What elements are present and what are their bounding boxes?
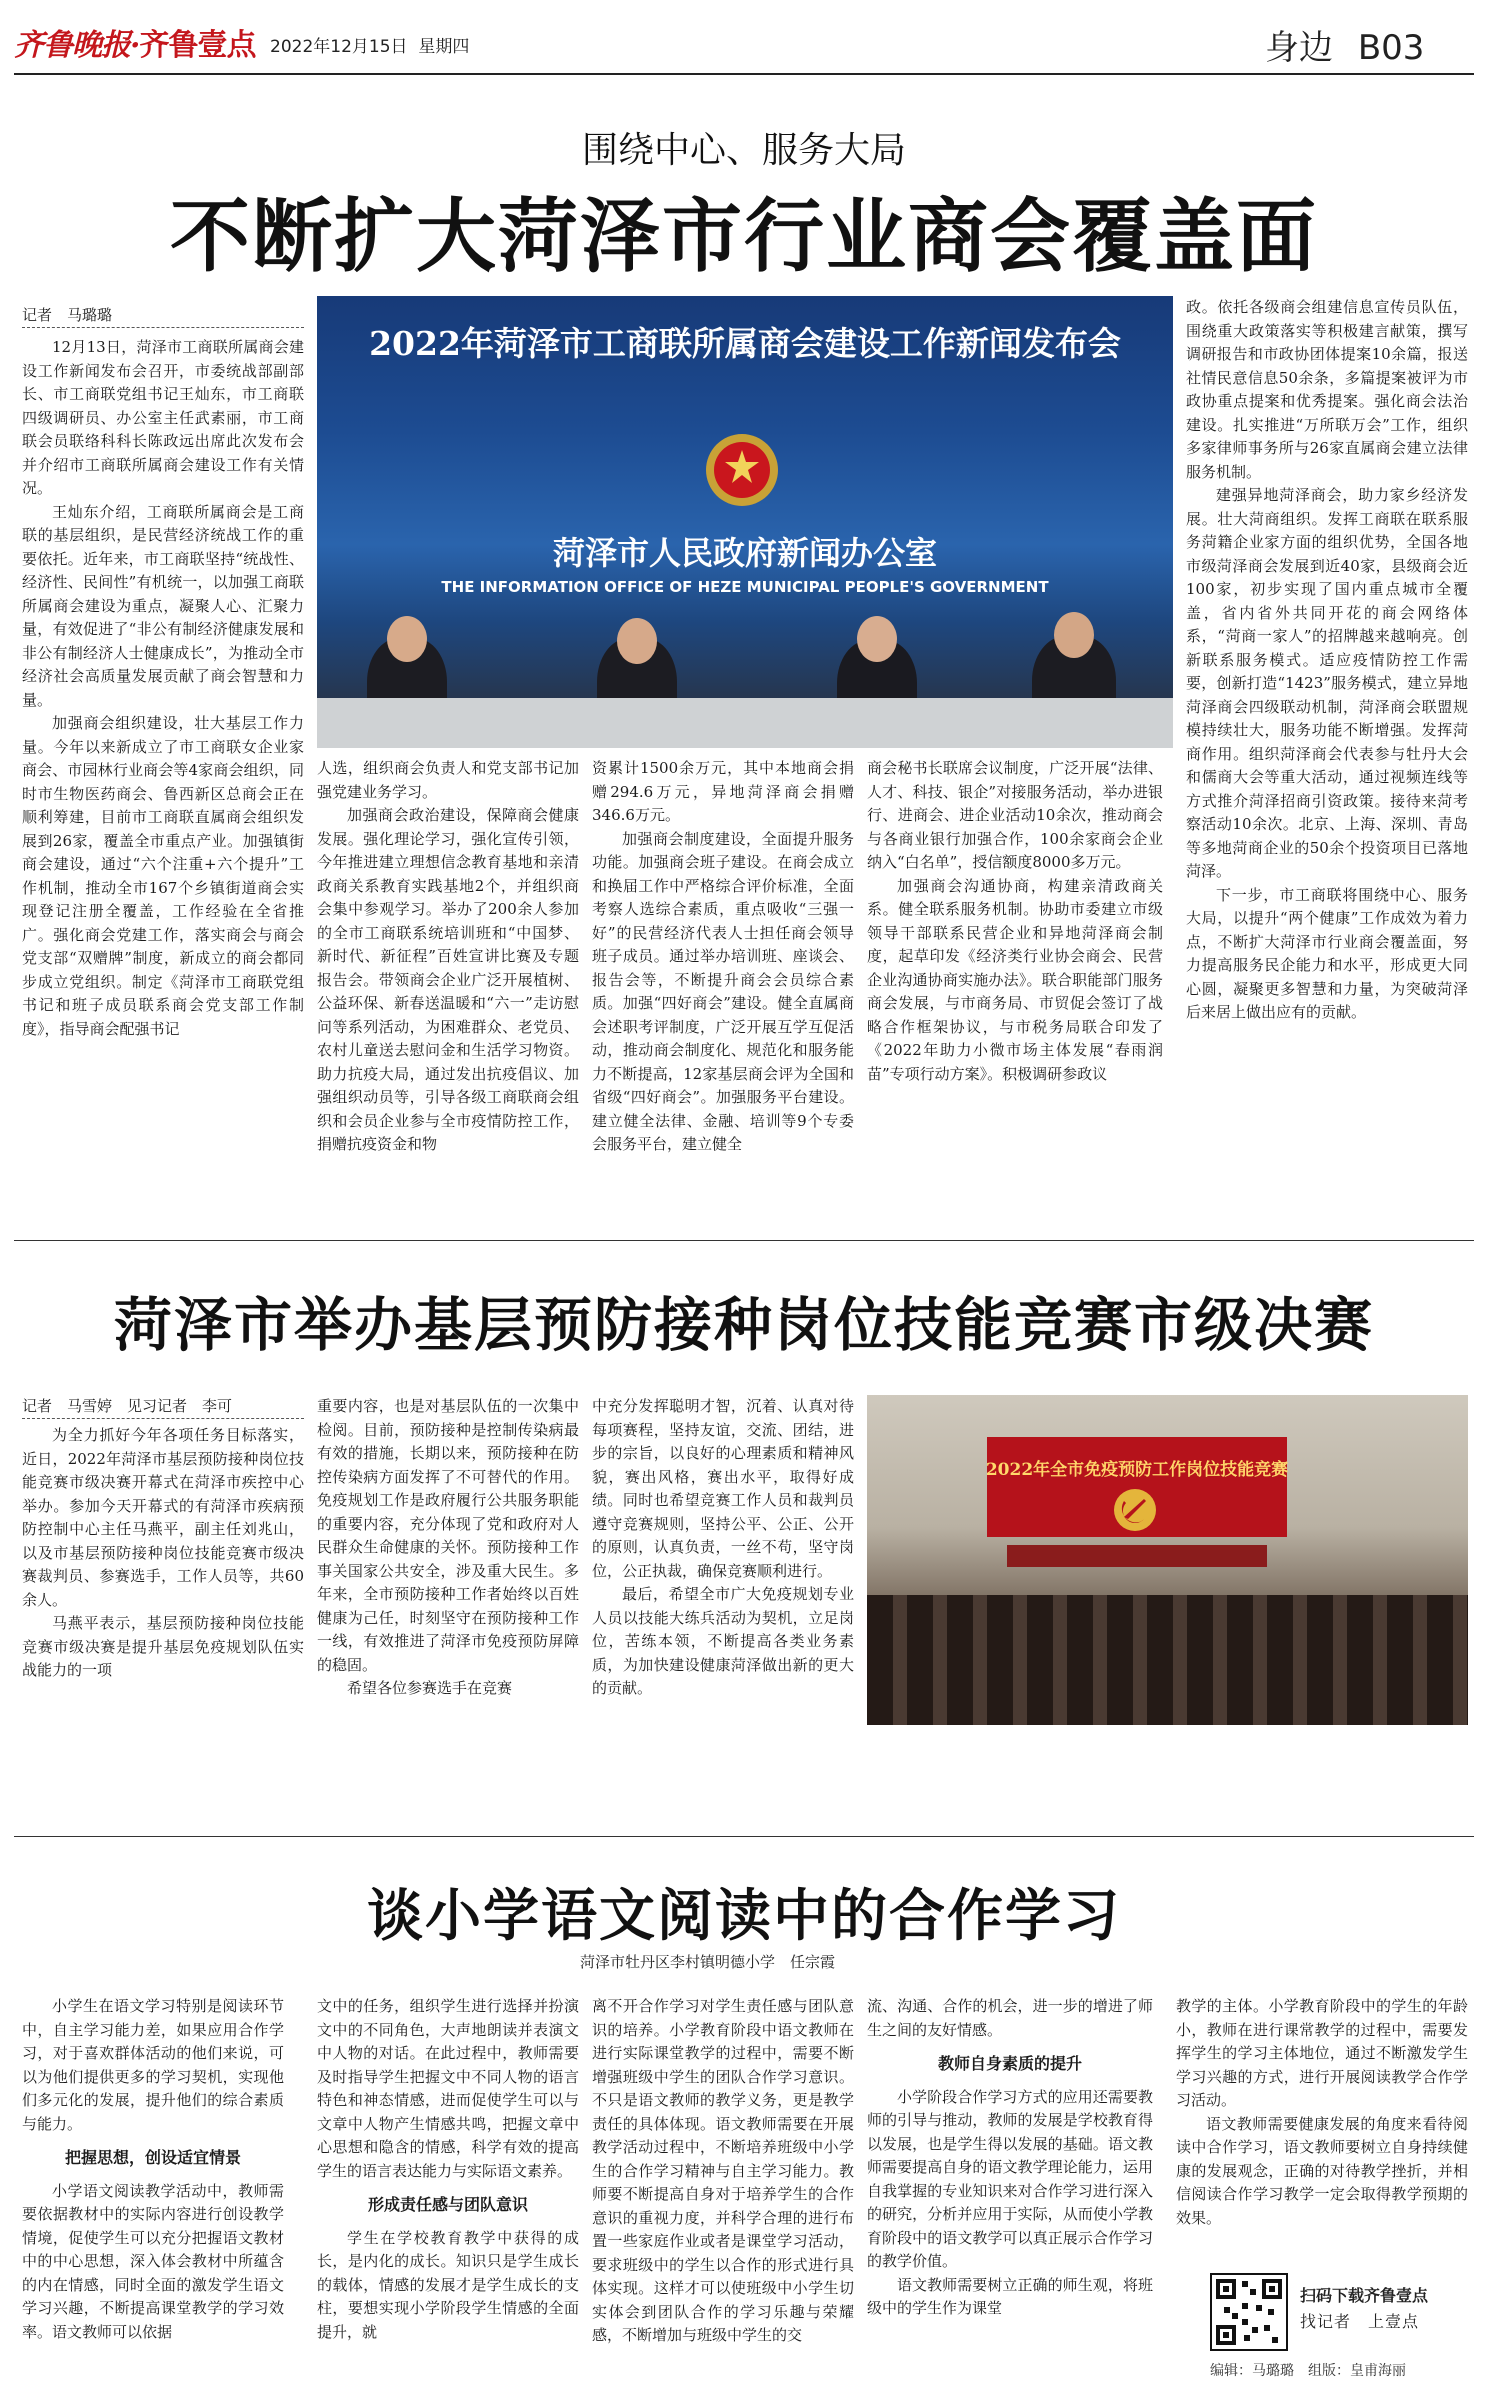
qr-line-2: 找记者 上壹点 bbox=[1300, 2312, 1420, 2331]
paragraph: 为全力抓好今年各项任务目标落实，近日，2022年菏泽市基层预防接种岗位技能竞赛市级决赛开幕式在菏泽市疾控中心举办。参加今天开幕式的有菏泽市疾病预防控制中心主任马燕平，副主任刘兆山，以及市基层预防接种岗位技能竞赛市级决赛裁判员、参赛选手，工作人员等，共60余人。 bbox=[22, 1426, 304, 1609]
header-rule bbox=[14, 73, 1474, 75]
logo-sep: · bbox=[130, 28, 140, 63]
head-table bbox=[1007, 1545, 1267, 1567]
paragraph: 语文教师需要树立正确的师生观，将班级中的学生作为课堂 bbox=[867, 2275, 1153, 2317]
paragraph: 加强商会政治建设，保障商会健康发展。强化理论学习，强化宣传引领，今年推进建立理想信念教育基地和亲清政商关系教育实践基地2个，并组织商会集中参观学习。举办了200余人参加的全市工商联系统培训班和“中国梦、新时代、新征程”百姓宣讲比赛及专题报告会。带领商会企业广泛开展植树、公益环保、新春送温暖和“六一”走访慰问等系列活动，为困难群众、老党员、农村儿童送去慰问金和生活学习物资。助力抗疫大局，通过发出抗疫倡议、加强组织动员等，引导各级工商联商会组织和会员企业参与全市疫情防控工作，捐赠抗疫资金和物 bbox=[317, 806, 579, 1153]
weekday-text: 星期四 bbox=[418, 37, 470, 57]
logo-sub: 齐鲁壹点 bbox=[139, 28, 256, 63]
article3-column-1 bbox=[22, 1995, 284, 2381]
subheading: 把握思想，创设适宜情景 bbox=[64, 2148, 241, 2167]
paragraph: 小学生在语文学习特别是阅读环节中，自主学习能力差，如果应用合作学习，对于喜欢群体活动的他们来说，可以为他们提供更多的学习契机，实现他们多元化的发展，提升他们的综合素质与能力。 bbox=[22, 1997, 284, 2133]
paragraph: 最后，希望全市广大免疫规划专业人员以技能大练兵活动为契机，立足岗位，苦练本领，不断提高各类业务素质，为加快建设健康菏泽做出新的更大的贡献。 bbox=[592, 1585, 854, 1697]
paragraph: 商会秘书长联席会议制度，广泛开展“法律、人才、科技、银企”对接服务活动，举办进银行、进商会、进企业活动10余次，推动商会与各商业银行加强合作，100余家商会企业纳入“白名单”，授信额度8000多万元。 bbox=[867, 759, 1163, 871]
paragraph: 12月13日，菏泽市工商联所属商会建设工作新闻发布会召开，市委统战部副部长、市工商联党组书记王灿东，市工商联四级调研员、办公室主任武素丽，市工商联会员联络科科长陈政远出席此次发布会并介绍市工商联所属商会建设工作有关情况。 bbox=[22, 338, 304, 497]
paragraph: 小学语文阅读教学活动中，教师需要依据教材中的实际内容进行创设教学情境，促使学生可以充分把握语文教材中的中心思想，深入体会教材中所蕴含的内在情感，同时全面的激发学生语文学习兴趣，不断提高课堂教学的学习效率。语文教师可以依据 bbox=[22, 2181, 284, 2341]
competition-photo bbox=[867, 1395, 1468, 1725]
article2-column-1 bbox=[22, 1424, 304, 1824]
paragraph: 学生在学校教育教学中获得的成长，是内化的成长。知识只是学生成长的载体，情感的发展才是学生成长的支柱，要想实现小学阶段学生情感的全面提升，就 bbox=[317, 2228, 579, 2341]
article1-column-2 bbox=[317, 757, 579, 1227]
paragraph: 中充分发挥聪明才智，沉着、认真对待每项赛程，坚持友谊，交流、团结，进步的宗旨，以良好的心理素质和精神风貌，赛出风格，赛出水平，取得好成绩。同时也希望竞赛工作人员和裁判员遵守竞赛规则，坚持公平、公正、公开的原则，认真负责，一丝不苟，坚守岗位，公正执裁，确保竞赛顺利进行。 bbox=[592, 1397, 854, 1580]
paragraph: 加强商会制度建设，全面提升服务功能。加强商会班子建设。在商会成立和换届工作中严格综合评价标准，全面考察人选综合素质，重点吸收“三强一好”的民营经济代表人士担任商会领导班子成员。通过举办培训班、座谈会、报告会等，不断提升商会会员综合素质。加强“四好商会”建设。健全直属商会述职考评制度，广泛开展互学互促活动，推动商会制度化、规范化和服务能力不断提高，12家基层商会评为全国和省级“四好商会”。加强服务平台建设。建立健全法律、金融、培训等9个专委会服务平台，建立健全 bbox=[592, 829, 854, 1153]
paragraph: 马燕平表示，基层预防接种岗位技能竞赛市级决赛是提升基层免疫规划队伍实战能力的一项 bbox=[22, 1614, 304, 1679]
emblem-icon bbox=[702, 430, 782, 510]
article2-byline: 记者 马雪婷 见习记者 李可 bbox=[22, 1397, 233, 1415]
paragraph: 小学阶段合作学习方式的应用还需要教师的引导与推动，教师的发展是学校教育得以发展，也是学生得以发展的基础。语文教师需要提高自身的语文教学理论能力，运用自我掌握的专业知识来对合作学习进行深入的研究，分析并应用于实际，从而使小学教育阶段中的语文教学可以真正展示合作学习的教学价值。 bbox=[867, 2087, 1153, 2270]
photo-office-en: THE INFORMATION OFFICE OF HEZE MUNICIPAL PEOPLE'S GOVERNMENT bbox=[441, 578, 1049, 596]
qr-line-1: 扫码下载齐鲁壹点 bbox=[1300, 2286, 1429, 2305]
article1-column-5 bbox=[1186, 296, 1468, 1226]
article3-column-2 bbox=[317, 1995, 579, 2381]
photo-office-cn: 菏泽市人民政府新闻办公室 bbox=[552, 534, 937, 572]
paragraph: 人选，组织商会负责人和党支部书记加强党建业务学习。 bbox=[317, 759, 579, 801]
article3-headline: 谈小学语文阅读中的合作学习 bbox=[367, 1883, 1121, 1949]
conference-table bbox=[317, 698, 1173, 748]
paragraph: 语文教师需要健康发展的角度来看待阅读中合作学习，语文教师要树立自身持续健康的发展观念，正确的对待教学挫折，并相信阅读合作学习教学一定会取得教学预期的效果。 bbox=[1176, 2114, 1468, 2227]
article1-column-4 bbox=[867, 757, 1163, 1227]
press-conference-photo bbox=[317, 296, 1173, 748]
paragraph: 希望各位参赛选手在竞赛 bbox=[347, 1679, 513, 1697]
article1-column-3 bbox=[592, 757, 854, 1227]
section-divider bbox=[14, 1836, 1474, 1837]
speaker-head bbox=[1054, 612, 1094, 658]
article2-column-2 bbox=[317, 1395, 579, 1825]
article3-column-4 bbox=[867, 1995, 1153, 2381]
paragraph: 教学的主体。小学教育阶段中的学生的年龄小，教师在进行课常教学的过程中，需要发挥学生的学习主体地位，通过不断激发学生学习兴趣的方式，进行开展阅读教学合作学习活动。 bbox=[1176, 1997, 1468, 2109]
issue-date bbox=[270, 32, 469, 57]
speaker-head bbox=[617, 618, 657, 664]
party-emblem-icon bbox=[1112, 1487, 1158, 1533]
logo-main: 齐鲁晚报 bbox=[14, 28, 130, 63]
subheading: 教师自身素质的提升 bbox=[937, 2054, 1082, 2073]
paragraph: 资累计1500余万元，其中本地商会捐赠294.6万元，异地菏泽商会捐赠346.6万元。 bbox=[592, 759, 854, 824]
speaker-head bbox=[857, 616, 897, 662]
masthead-logo bbox=[14, 20, 255, 64]
paragraph: 加强商会沟通协商，构建亲清政商关系。健全联系服务机制。协助市委建立市级领导干部联系民营企业和异地菏泽商会制度，起草印发《经济类行业协会商会、民营企业沟通协商实施办法》。联合职能部门服务商会发展，与市商务局、市贸促会签订了战略合作框架协议，与市税务局联合印发了《2022年助力小微市场主体发展“春雨润苗”专项行动方案》。积极调研参政议 bbox=[867, 876, 1163, 1083]
subheading: 形成责任感与团队意识 bbox=[367, 2195, 528, 2214]
article1-headline: 不断扩大菏泽市行业商会覆盖面 bbox=[170, 189, 1318, 283]
section-label bbox=[1265, 20, 1424, 69]
article1-column-1 bbox=[22, 336, 304, 1226]
paragraph: 下一步，市工商联将围绕中心、服务大局，以提升“两个健康”工作成效为着力点，不断扩大菏泽市行业商会覆盖面，努力提高服务民企能力和水平，形成更大同心圆，凝聚更多智慧和力量，为突破菏泽后来居上做出应有的贡献。 bbox=[1186, 885, 1468, 1021]
photo2-banner-text: 2022年全市免疫预防工作岗位技能竞赛 bbox=[985, 1460, 1289, 1480]
article1-byline: 记者 马璐璐 bbox=[22, 306, 113, 324]
article1-kicker: 围绕中心、服务大局 bbox=[581, 130, 906, 171]
paragraph: 流、沟通、合作的机会，进一步的增进了师生之间的友好情感。 bbox=[867, 1997, 1153, 2039]
qr-caption bbox=[1300, 2283, 1428, 2335]
section-divider bbox=[14, 1240, 1474, 1241]
paragraph: 王灿东介绍，工商联所属商会是工商联的基层组织，是民营经济统战工作的重要依托。近年来，市工商联坚持“统战性、经济性、民间性”有机统一，以加强工商联所属商会建设为重点，凝聚人心、汇聚力量，有效促进了“非公有制经济健康发展和非公有制经济人士健康成长”，为推动全市经济社会高质量发展贡献了商会智慧和力量。 bbox=[22, 502, 304, 709]
photo-banner-text: 2022年菏泽市工商联所属商会建设工作新闻发布会 bbox=[369, 324, 1121, 363]
byline-rule bbox=[22, 1418, 304, 1419]
article2-headline: 菏泽市举办基层预防接种岗位技能竞赛市级决赛 bbox=[113, 1291, 1374, 1359]
page-number: B03 bbox=[1357, 28, 1425, 68]
paragraph: 重要内容，也是对基层队伍的一次集中检阅。目前，预防接种是控制传染病最有效的措施，长期以来，预防接种在防控传染病方面发挥了不可替代的作用。免疫规划工作是政府履行公共服务职能的重要内容，充分体现了党和政府对人民群众生命健康的关怀。预防接种工作事关国家公共安全，涉及重大民生。多年来，全市预防接种工作者始终以百姓健康为己任，时刻坚守在预防接种工作一线，有效推进了菏泽市免疫预防屏障的稳固。 bbox=[317, 1397, 579, 1674]
paragraph: 建强异地菏泽商会，助力家乡经济发展。壮大菏商组织。发挥工商联在联系服务菏籍企业家方面的组织优势，全国各地市级菏泽商会发展到近40家，县级商会近100家，初步实现了国内重点城市全覆盖，省内省外共同开花的商会网络体系，“菏商一家人”的招牌越来越响亮。创新联系服务模式。适应疫情防控工作需要，创新打造“1423”服务模式，建立异地菏泽商会四级联动机制，菏泽商会联盟规模持续壮大，服务功能不断增强。发挥菏商作用。组织菏泽商会代表参与牡丹大会和儒商大会等重大活动，通过视频连线等方式推介菏泽招商引资政策。接待来菏考察活动10余次。北京、上海、深圳、青岛等多地菏商企业的50余个投资项目已落地菏泽。 bbox=[1186, 486, 1468, 880]
qr-code[interactable] bbox=[1210, 2273, 1288, 2351]
speaker-head bbox=[387, 616, 427, 662]
date-text: 2022年12月15日 bbox=[270, 37, 408, 57]
paragraph: 文中的任务，组织学生进行选择并扮演文中的不同角色，大声地朗读并表演文中人物的对话。在此过程中，教师需要及时指导学生把握文中不同人物的语言特色和神态情感，进而促使学生可以与文章中人物产生情感共鸣，把握文章中心思想和隐含的情感，科学有效的提高学生的语言表达能力与实际语文素养。 bbox=[317, 1997, 579, 2180]
byline-rule bbox=[22, 327, 304, 328]
article3-column-5 bbox=[1176, 1995, 1468, 2255]
page-credits: 编辑：马璐璐 组版：皇甫海丽 bbox=[1210, 2363, 1406, 2379]
section-text: 身边 bbox=[1265, 28, 1333, 68]
article3-author: 菏泽市牡丹区李村镇明德小学 任宗霞 bbox=[580, 1953, 836, 1971]
article2-column-3 bbox=[592, 1395, 854, 1825]
qr-code-icon bbox=[1212, 2275, 1286, 2349]
audience-rows bbox=[867, 1595, 1468, 1725]
article3-column-3 bbox=[592, 1995, 854, 2381]
paragraph: 离不开合作学习对学生责任感与团队意识的培养。小学教育阶段中语文教师在进行实际课堂教学的过程中，需要不断增强班级中学生的团队合作学习意识。不只是语文教师的教学义务，更是教学责任的具体体现。语文教师需要在开展教学活动过程中，不断培养班级中小学生的合作学习精神与自主学习能力。教师要不断提高自身对于培养学生的合作意识的重视力度，并科学合理的进行布置一些家庭作业或者是课堂学习活动，要求班级中的学生以合作的形式进行具体实现。这样才可以使班级中小学生切实体会到团队合作的学习乐趣与荣耀感，不断增加与班级中学生的交 bbox=[592, 1997, 854, 2344]
paragraph: 政。依托各级商会组建信息宣传员队伍，围绕重大政策落实等积极建言献策，撰写调研报告和市政协团体提案10余篇，报送社情民意信息50余条，多篇提案被评为市政协重点提案和优秀提案。强化商会法治建设。扎实推进“万所联万会”工作，组织多家律师事务所与26家直属商会建立法律服务机制。 bbox=[1186, 298, 1468, 481]
paragraph: 加强商会组织建设，壮大基层工作力量。今年以来新成立了市工商联女企业家商会、市园林行业商会等4家商会组织，同时市生物医药商会、鲁西新区总商会正在顺利筹建，目前市工商联直属商会组织发展到26家，覆盖全市重点产业。加强镇街商会建设，通过“六个注重+六个提升”工作机制，推动全市167个乡镇街道商会实现登记注册全覆盖，工作经验在全省推广。强化商会党建工作，落实商会与商会党支部“双赠牌”制度，新成立的商会都同步成立党组织。制定《菏泽市工商联党组书记和班子成员联系商会党支部工作制度》，指导商会配强书记 bbox=[22, 714, 304, 1038]
